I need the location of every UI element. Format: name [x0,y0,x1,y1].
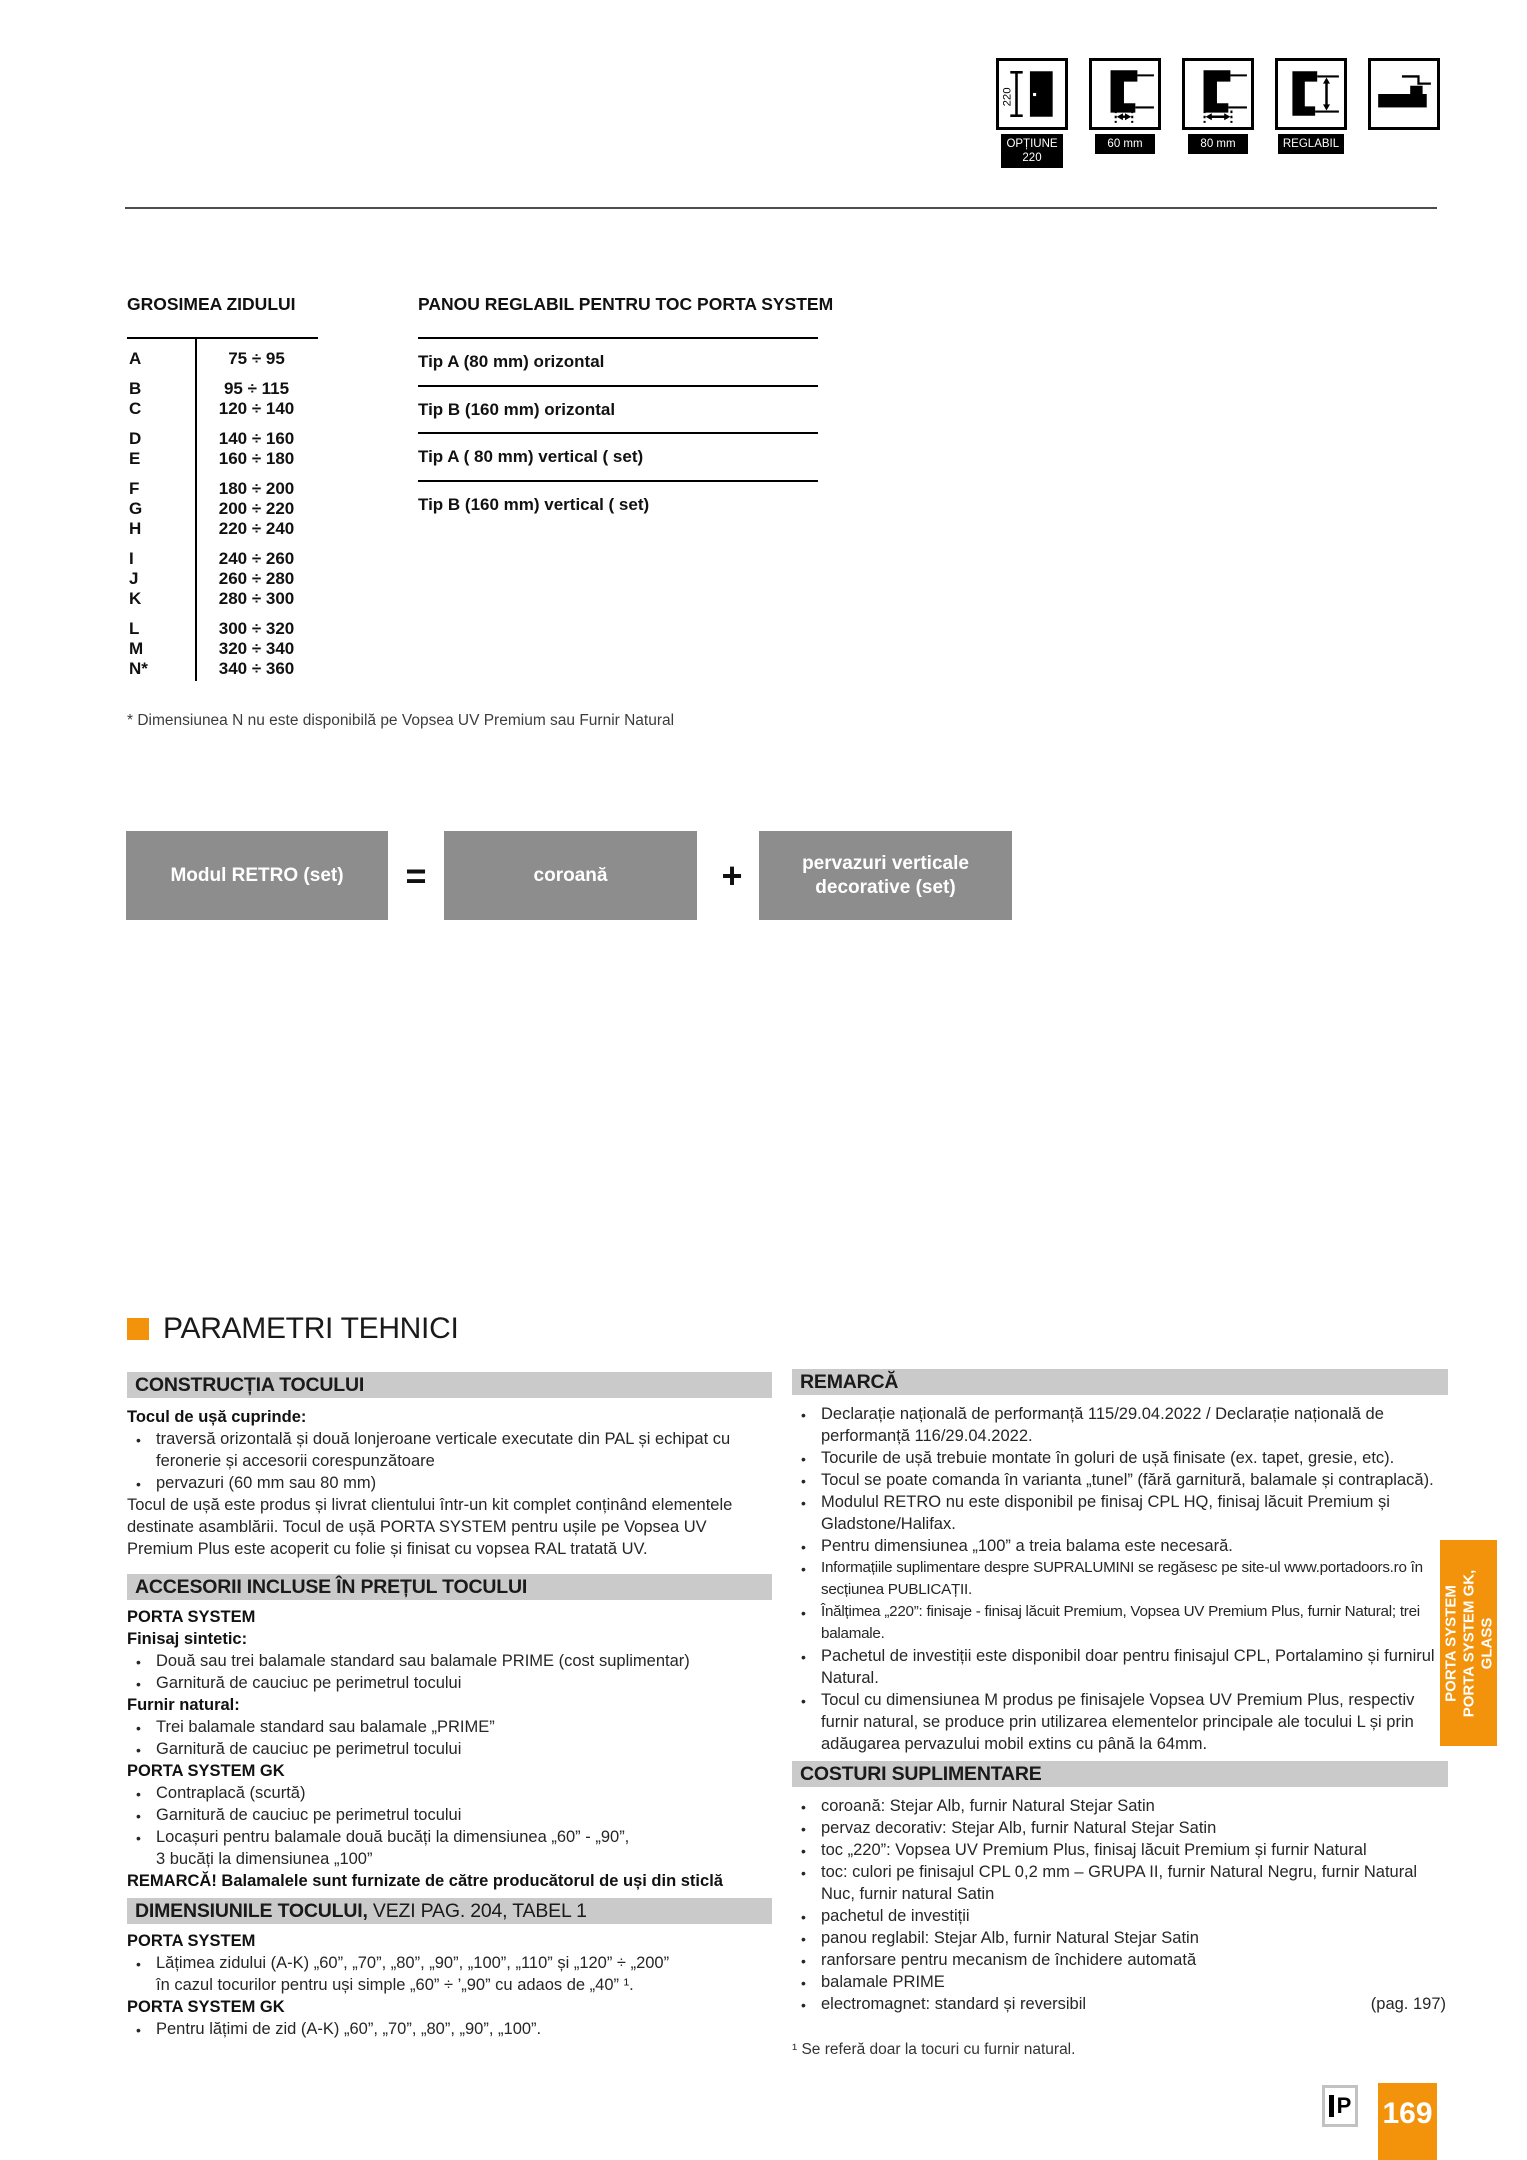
icon-label-line: 80 mm [1200,138,1236,150]
wall-range: 300 ÷ 320 [218,619,295,638]
table-divider [195,339,197,681]
adjustable-panel-profile-icon [1368,58,1440,130]
frame-profile-60-icon [1089,58,1161,130]
bullet-item: • Garnitură de cauciuc pe perimetrul tocului [127,1672,772,1694]
icon-label-line: 60 mm [1107,138,1143,150]
right-column [792,1369,1448,2059]
orange-square-icon [127,1318,149,1340]
frame-profile-adjustable-icon [1275,58,1347,130]
wall-range: 120 ÷ 140 [218,399,295,418]
bullet-item: • Pachetul de investiții este disponibil doar pentru finisajul CPL, Portalamino și furnirul Natural. [792,1645,1448,1689]
construction-intro: Tocul de ușă cuprinde: [127,1408,307,1426]
bullet-item: • Tocurile de ușă trebuie montate în goluri de ușă finisate (ex. tapet, gresie, etc). [792,1447,1448,1469]
bullet-item: • pervazuri (60 mm sau 80 mm) [127,1472,772,1494]
subheading: PORTA SYSTEM [127,1608,256,1626]
wall-range: 180 ÷ 200 [218,479,295,498]
page-reference: (pag. 197) [1370,1995,1446,2013]
icon-cell-80mm [1182,58,1254,168]
wall-range: 260 ÷ 280 [218,569,295,588]
subheading: PORTA SYSTEM [127,1932,256,1950]
bullet-item: • pervaz decorativ: Stejar Alb, furnir Natural Stejar Satin [792,1817,1448,1839]
bullet-item: • traversă orizontală și două lonjeroane verticale executate din PAL și echipat cu feronerie și accesorii corespunzătoare [127,1428,772,1472]
dimensions-header-bold: DIMENSIUNILE TOCULUI, [135,1900,368,1922]
wall-letter: G [129,499,143,518]
icon-label-reglabil [1278,134,1344,154]
bullet-item: • Pentru dimensiunea „100” a treia balama este necesară. [792,1535,1448,1557]
dimensions-header [127,1898,772,1924]
wall-range: 320 ÷ 340 [218,639,295,658]
section-title: PARAMETRI TEHNICI [163,1312,459,1345]
construction-header: CONSTRUCȚIA TOCULUI [127,1372,772,1398]
wall-table-title: GROSIMEA ZIDULUI [127,294,296,314]
icon-cell-reglabil [1275,58,1347,168]
table-row [127,519,318,539]
bullet-item: • Trei balamale standard sau balamale „PRIME” [127,1716,772,1738]
subheading: PORTA SYSTEM GK [127,1762,285,1780]
list-item: Tip B (160 mm) vertical ( set) [418,494,650,514]
horizontal-rule [125,207,1437,209]
accessories-header: ACCESORII INCLUSE ÎN PREȚUL TOCULUI [127,1574,772,1600]
icon-label-line: REGLABIL [1282,138,1340,150]
wall-letter: L [129,619,140,638]
formula-box-line: decorative (set) [815,876,956,898]
plus-sign: + [721,854,743,896]
table-row [127,379,318,399]
subheading: Furnir natural: [127,1696,240,1714]
wall-letter: K [129,589,142,608]
bullet-item: • ranforsare pentru mecanism de închidere automată [792,1949,1448,1971]
table-row [127,399,318,419]
icon-strip [996,58,1440,168]
icon-label-line: OPȚIUNE [1006,138,1058,150]
wall-table-footnote: * Dimensiunea N nu este disponibilă pe Vopsea UV Premium sau Furnir Natural [127,712,675,729]
bullet-item: • Lățimea zidului (A-K) „60”, „70”, „80”, „90”, „100”, „110” și „120” ÷ „200” [127,1952,772,1974]
page-number-badge: 169 [1378,2083,1437,2160]
bullet-item: • Contraplacă (scurtă) [127,1782,772,1804]
formula-box-retro: Modul RETRO (set) [126,831,388,920]
bullet-item: • balamale PRIME [792,1971,1448,1993]
table-row [127,449,318,469]
panel-table-title: PANOU REGLABIL PENTRU TOC PORTA SYSTEM [418,294,834,314]
frame-profile-80-icon [1182,58,1254,130]
side-tab-line: PORTA SYSTEM GK, [1459,1569,1477,1717]
bullet-continuation: 3 bucăți la dimensiunea „100” [156,1850,373,1868]
icon-cell-60mm [1089,58,1161,168]
wall-range: 160 ÷ 180 [218,449,295,468]
veneer-footnote: ¹ Se referă doar la tocuri cu furnir natural. [792,2041,1076,2058]
bullet-item: • Două sau trei balamale standard sau balamale PRIME (cost suplimentar) [127,1650,772,1672]
bullet-item: • toc „220”: Vopsea UV Premium Plus, finisaj lăcuit Premium și furnir Natural [792,1839,1448,1861]
side-tab-line: PORTA SYSTEM [1441,1584,1459,1702]
porta-logo-letter: P [1329,2095,1352,2117]
bullet-item: • toc: culori pe finisajul CPL 0,2 mm – GRUPA II, furnir Natural Negru, furnir Natural Nuc, furnir natural Satin [792,1861,1448,1905]
measure-220-text: 220 [1001,87,1014,107]
table-row [127,619,318,639]
door-height-measure-icon [996,58,1068,130]
bullet-item: • coroană: Stejar Alb, furnir Natural Stejar Satin [792,1795,1448,1817]
icon-cell-option-220 [996,58,1068,168]
bullet-item: • panou reglabil: Stejar Alb, furnir Natural Stejar Satin [792,1927,1448,1949]
wall-letter: A [129,349,142,368]
wall-range: 220 ÷ 240 [218,519,295,538]
table-row [127,659,318,679]
bullet-item: • pachetul de investiții [792,1905,1448,1927]
equals-sign: = [405,854,427,896]
bullet-item: • Înălțimea „220”: finisaje - finisaj lăcuit Premium, Vopsea UV Premium Plus, furnir Natural; trei balamale. [792,1601,1448,1645]
bullet-item: • Garnitură de cauciuc pe perimetrul tocului [127,1804,772,1826]
icon-label-option-220 [1001,134,1062,168]
wall-letter: F [129,479,140,498]
left-column [127,1372,772,2040]
wall-thickness-table [127,337,318,679]
wall-range: 140 ÷ 160 [218,429,295,448]
dimensions-header-regular: VEZI PAG. 204, TABEL 1 [372,1900,587,1922]
remarks-header: REMARCĂ [792,1369,1448,1395]
bullet-item: • Garnitură de cauciuc pe perimetrul tocului [127,1738,772,1760]
side-tab-line: GLASS [1477,1617,1495,1669]
table-row [127,349,318,369]
icon-label-line: 220 [1022,152,1042,164]
bullet-item: • Tocul cu dimensiunea M produs pe finisajele Vopsea UV Premium Plus, respectiv furnir natural, se produce prin utilizarea elementelor principale ale tocului L și prin adăugarea pervazului mobil extins cu până la 64mm. [792,1689,1448,1755]
subheading: Finisaj sintetic: [127,1630,248,1648]
wall-letter: N* [129,659,148,678]
bullet-item: • Declarație națională de performanță 115/29.04.2022 / Declarație națională de performanță 116/29.04.2022. [792,1403,1448,1447]
costs-header: COSTURI SUPLIMENTARE [792,1761,1448,1787]
table-row [127,479,318,499]
formula-box-architraves [759,831,1012,920]
wall-letter: H [129,519,142,538]
icon-cell-panel-profile [1368,58,1440,168]
subheading: PORTA SYSTEM GK [127,1998,285,2016]
table-row [127,549,318,569]
adjustable-panel-list [418,337,818,527]
list-item: Tip A (80 mm) orizontal [418,339,818,387]
table-row [127,569,318,589]
side-tab-text [1440,1540,1497,1746]
wall-range: 340 ÷ 360 [218,659,295,678]
wall-range: 75 ÷ 95 [228,349,285,368]
bullet-item: • Pentru lățimi de zid (A-K) „60”, „70”, „80”, „90”, „100”. [127,2018,772,2040]
wall-letter: B [129,379,142,398]
bullet-item: • Informațiile suplimentare despre SUPRALUMINI se regăsesc pe site-ul www.portadoors.ro în secțiunea PUBLICAȚII. [792,1557,1448,1601]
porta-logo-icon [1322,2085,1358,2127]
table-row [127,429,318,449]
accessories-remark: REMARCĂ! Balamalele sunt furnizate de către producătorul de uși din sticlă [127,1872,723,1890]
icon-label-80mm [1188,134,1248,154]
wall-letter: M [129,639,144,658]
list-item: Tip B (160 mm) orizontal [418,387,818,435]
table-row [127,589,318,609]
bullet-item: • Locașuri pentru balamale două bucăți la dimensiunea „60” - „90”, [127,1826,772,1848]
wall-range: 240 ÷ 260 [218,549,295,568]
construction-paragraph: Tocul de ușă este produs și livrat clientului într-un kit complet conținând elementele destinate asamblării. Tocul de ușă PORTA SYSTEM pentru ușile pe Vopsea UV Premium Plus este acoperit cu folie și finisat cu vopsea RAL tratată UV. [127,1496,733,1558]
bullet-continuation: în cazul tocurilor pentru uși simple „60” ÷ ’„90” cu adaos de „40” ¹. [156,1976,634,1994]
formula-box-crown: coroană [444,831,697,920]
formula-box-line: pervazuri verticale [802,852,969,874]
list-item: Tip A ( 80 mm) vertical ( set) [418,434,818,482]
wall-range: 280 ÷ 300 [218,589,295,608]
wall-letter: I [129,549,134,568]
table-row [127,499,318,519]
wall-range: 95 ÷ 115 [223,379,290,398]
bullet-item-electromagnet [792,1993,1448,2015]
wall-letter: J [129,569,139,588]
icon-label-60mm [1095,134,1155,154]
electromagnet-label: • electromagnet: standard și reversibil [821,1995,1087,2013]
wall-letter: C [129,399,142,418]
bullet-item: • Modulul RETRO nu este disponibil pe finisaj CPL HQ, finisaj lăcuit Premium și Gladstone/Halifax. [792,1491,1448,1535]
wall-range: 200 ÷ 220 [218,499,295,518]
bullet-item: • Tocul se poate comanda în varianta „tunel” (fără garnitură, balamale și contraplacă). [792,1469,1448,1491]
wall-letter: E [129,449,141,468]
table-row [127,639,318,659]
wall-letter: D [129,429,142,448]
